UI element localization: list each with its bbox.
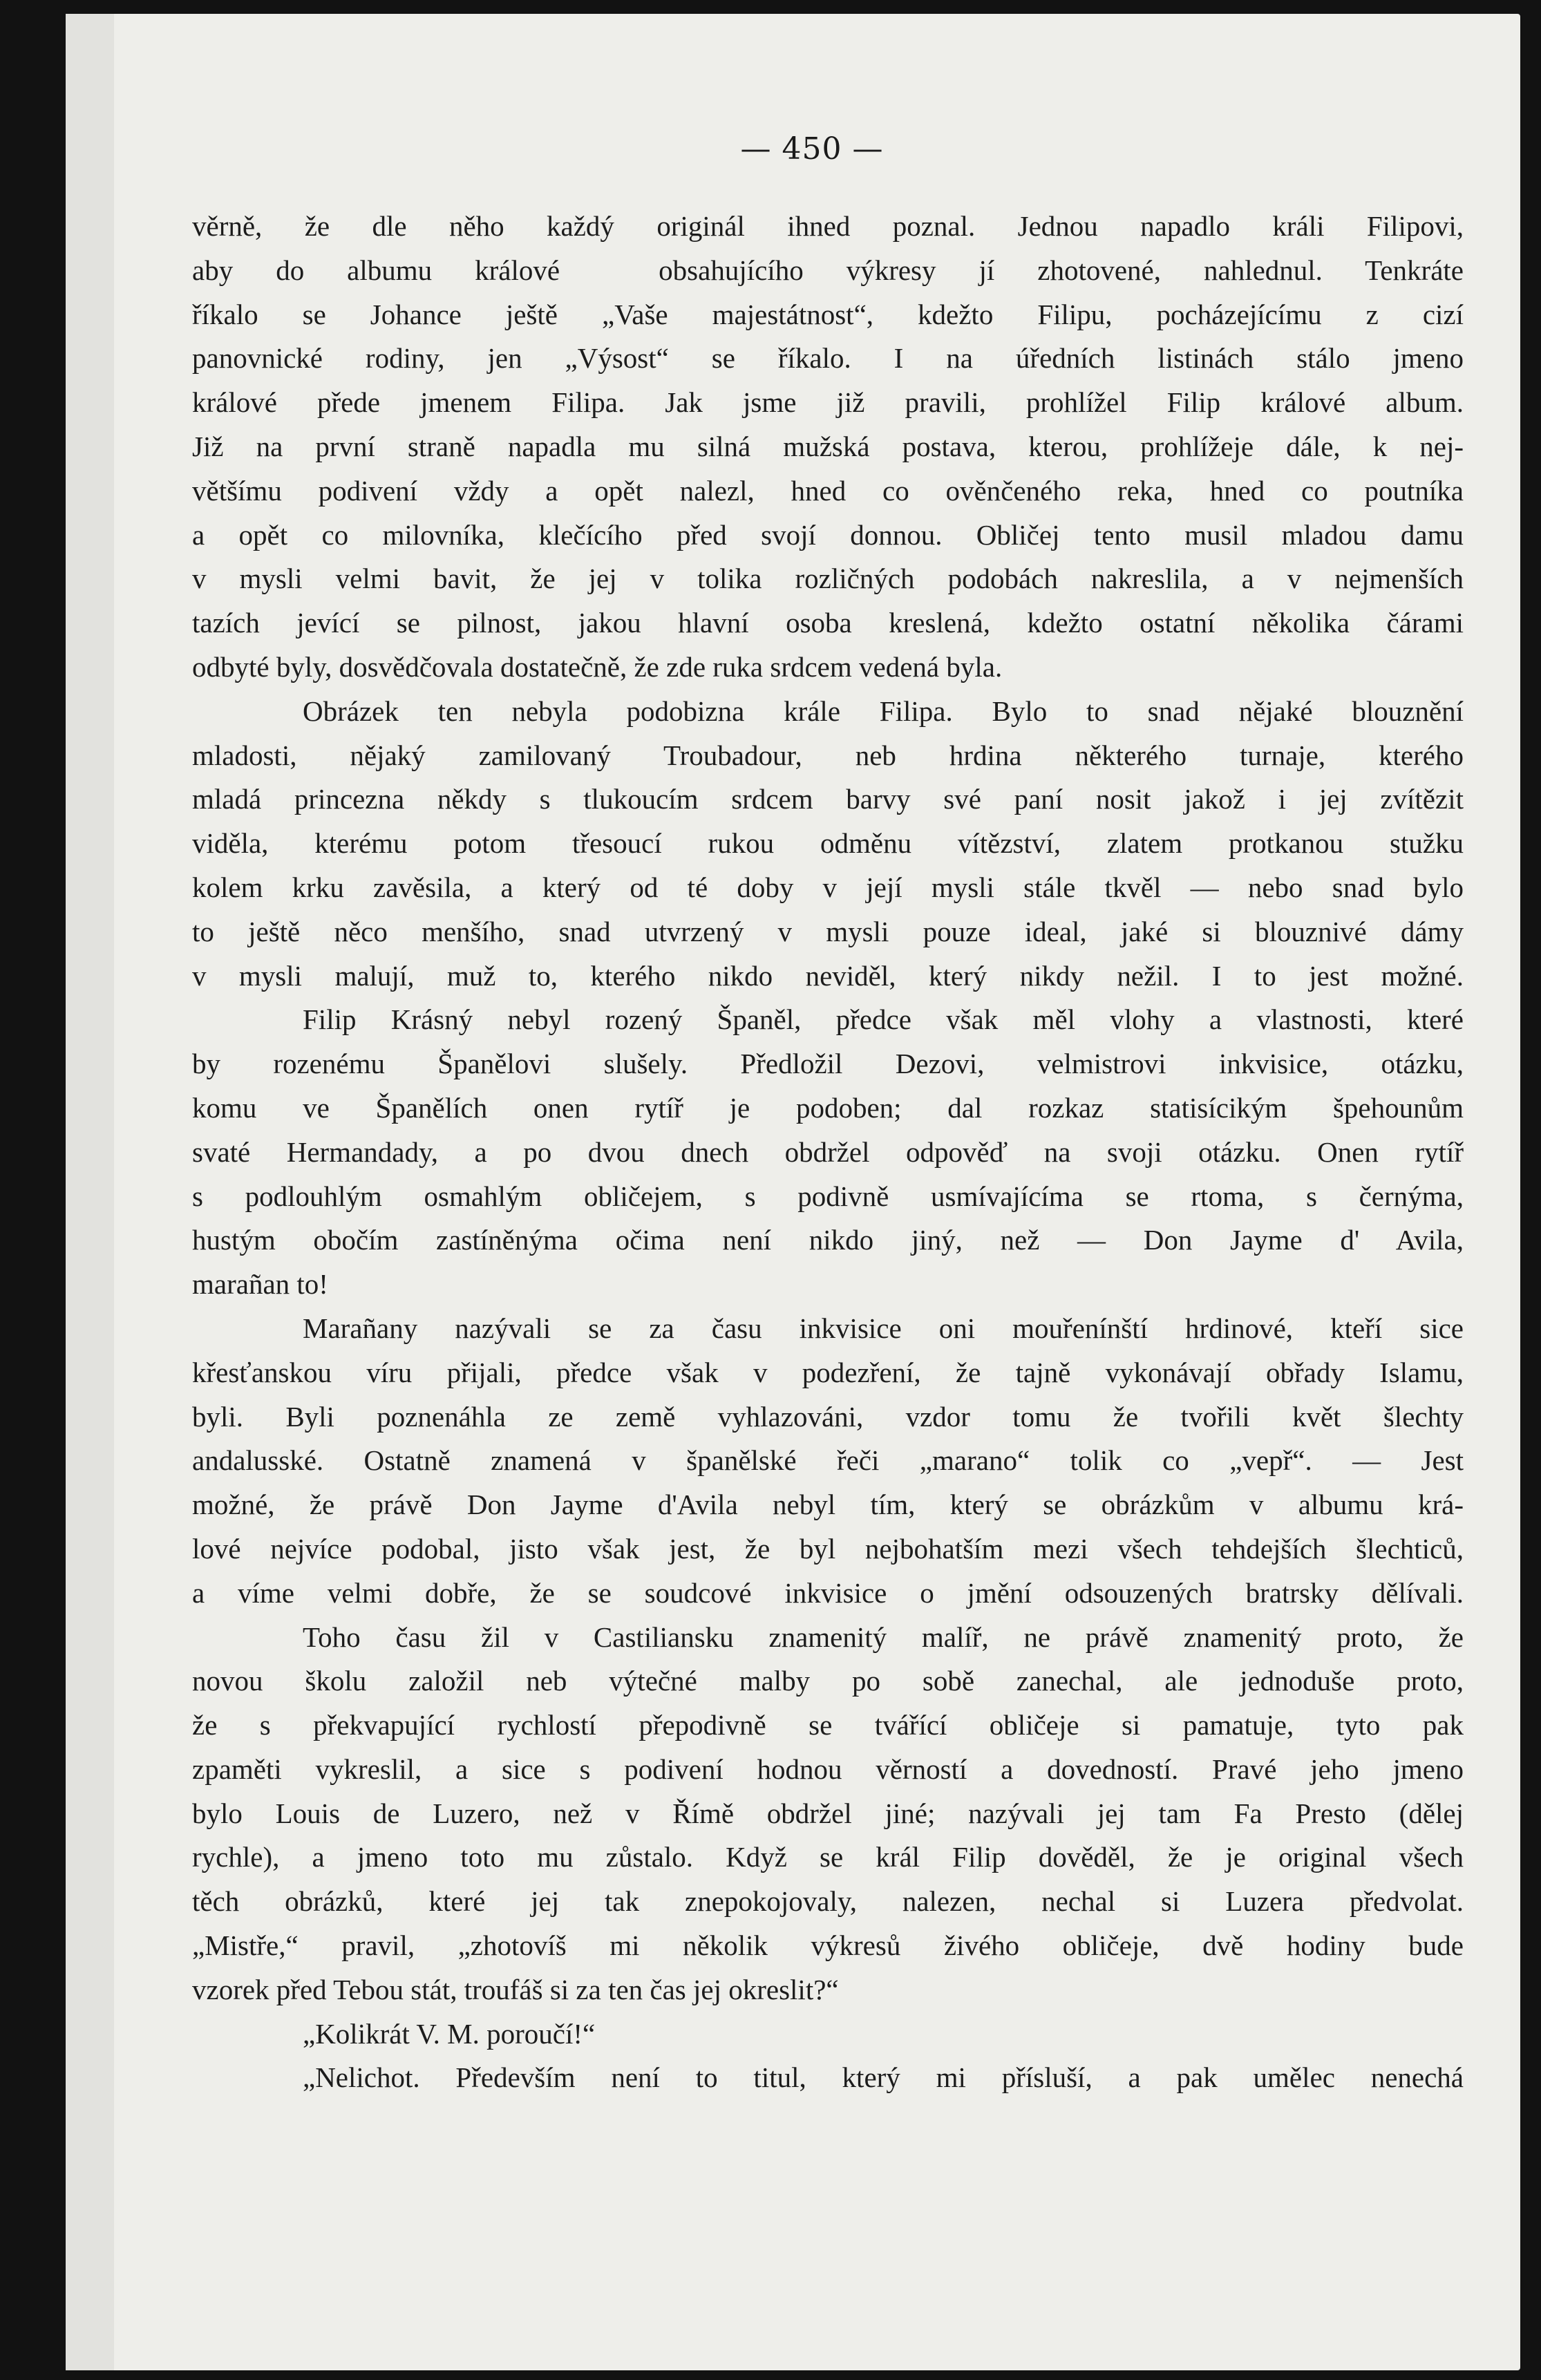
text-line: věrně, že dle něho každý originál ihned poznal. Jednou napadlo králi Filipovi, (192, 210, 1464, 242)
text-line: a víme velmi dobře, že se soudcové inkvisice o jmění odsouzených bratrsky dělívali. (192, 1576, 1464, 1609)
paragraph-start: „Nelichot. Především není to titul, který mi přísluší, a pak umělec nenechá (303, 2061, 1464, 2094)
paragraph-start: Filip Krásný nebyl rozený Španěl, předce však měl vlohy a vlastnosti, které (303, 1003, 1464, 1036)
text-line: zpaměti vykreslil, a sice s podivení hodnou věrností a dovedností. Pravé jeho jmeno (192, 1753, 1464, 1785)
text-line: panovnické rodiny, jen „Výsost“ se říkalo. I na úředních listinách stálo jmeno (192, 342, 1464, 375)
text-line: tazích jevící se pilnost, jakou hlavní osoba kreslená, kdežto ostatní několika čárami (192, 607, 1464, 639)
binding-shadow (66, 14, 114, 2370)
text-line: mladá princezna někdy s tlukoucím srdcem barvy své paní nosit jakož i jej zvítězit (192, 783, 1464, 815)
text-line: těch obrázků, které jej tak znepokojovaly, nalezen, nechal si Luzera předvolat. (192, 1885, 1464, 1918)
text-line: Již na první straně napadla mu silná mužská postava, kterou, prohlížeje dále, k nej- (192, 430, 1464, 462)
text-line: komu ve Španělích onen rytíř je podoben; dal rozkaz statisícikým špehounům (192, 1091, 1464, 1124)
text-line: v mysli malují, muž to, kterého nikdo neviděl, který nikdy nežil. I to jest možné. (192, 959, 1464, 992)
text-line: a opět co milovníka, klečícího před svojí donnou. Obličej tento musil mladou damu (192, 518, 1464, 551)
text-line: rychle), a jmeno toto mu zůstalo. Když se král Filip dověděl, že je original všech (192, 1841, 1464, 1873)
text-line: byli. Byli poznenáhla ze země vyhlazováni, vzdor tomu že tvořili květ šlechty (192, 1400, 1464, 1433)
page-text (192, 205, 1464, 2100)
text-line: bylo Louis de Luzero, než v Římě obdržel jiné; nazývali jej tam Fa Presto (dělej (192, 1797, 1464, 1829)
text-line: viděla, kterému potom třesoucí rukou odměnu vítězství, zlatem protkanou stužku (192, 827, 1464, 860)
paragraph-start: „Kolikrát V. M. poroučí!“ (303, 2017, 596, 2050)
text-line: v mysli velmi bavit, že jej v tolika rozličných podobách nakreslila, a v nejmenších (192, 563, 1464, 595)
text-line: lové nejvíce podobal, jisto však jest, že byl nejbohatším mezi všech tehdejších šlechticů, (192, 1532, 1464, 1565)
text-line: mladosti, nějaký zamilovaný Troubadour, neb hrdina některého turnaje, kterého (192, 739, 1464, 771)
text-line: králové přede jmenem Filipa. Jak jsme již pravili, prohlížel Filip králové album. (192, 386, 1464, 419)
text-line: kolem krku zavěsila, a který od té doby v její mysli stále tkvěl — nebo snad bylo (192, 871, 1464, 903)
text-line: křesťanskou víru přijali, předce však v podezření, že tajně vykonávají obřady Islamu, (192, 1356, 1464, 1388)
text-line: marañan to! (192, 1268, 328, 1301)
text-line: s podlouhlým osmahlým obličejem, s podivně usmívajícíma se rtoma, s černýma, (192, 1180, 1464, 1212)
paragraph-start: Toho času žil v Castiliansku znamenitý malíř, ne právě znamenitý proto, že (303, 1621, 1464, 1653)
text-line: odbyté byly, dosvědčovala dostatečně, že zde ruka srdcem vedená byla. (192, 650, 1003, 683)
text-line: vzorek před Tebou stát, troufáš si za ten čas jej okreslit?“ (192, 1973, 839, 2005)
paragraph-start: Marañany nazývali se za času inkvisice oni mouřenínští hrdinové, kteří sice (303, 1312, 1464, 1344)
text-line: „Mistře,“ pravil, „zhotovíš mi několik výkresů živého obličeje, dvě hodiny bude (192, 1929, 1464, 1962)
text-line: andalusské. Ostatně znamená v španělské řeči „marano“ tolik co „vepř“. — Jest (192, 1444, 1464, 1477)
text-line: svaté Hermandady, a po dvou dnech obdržel odpověď na svoji otázku. Onen rytíř (192, 1135, 1464, 1168)
page-number: — 450 — (740, 131, 884, 167)
text-line: aby do albumu královéﾠobsahujícího výkresy jí zhotovené, nahlednul. Tenkráte (192, 254, 1464, 286)
text-line: by rozenému Španělovi slušely. Předložil Dezovi, velmistrovi inkvisice, otázku, (192, 1048, 1464, 1080)
paragraph-start: Obrázek ten nebyla podobizna krále Filipa. Bylo to snad nějaké blouznění (303, 695, 1464, 727)
text-line: hustým obočím zastíněnýma očima není nikdo jiný, než — Don Jayme d' Avila, (192, 1224, 1464, 1256)
text-line: většímu podivení vždy a opět nalezl, hned co ověnčeného reka, hned co poutníka (192, 474, 1464, 507)
text-line: novou školu založil neb výtečné malby po sobě zanechal, ale jednoduše proto, (192, 1665, 1464, 1697)
text-line: to ještě něco menšího, snad utvrzený v mysli pouze ideal, jaké si blouznivé dámy (192, 915, 1464, 947)
text-line: možné, že právě Don Jayme d'Avila nebyl tím, který se obrázkům v albumu krá- (192, 1489, 1464, 1521)
text-line: říkalo se Johance ještě „Vaše majestátnost“, kdežto Filipu, pocházejícímu z cizí (192, 298, 1464, 330)
text-line: že s překvapující rychlostí přepodivně se tvářící obličeje si pamatuje, tyto pak (192, 1709, 1464, 1741)
